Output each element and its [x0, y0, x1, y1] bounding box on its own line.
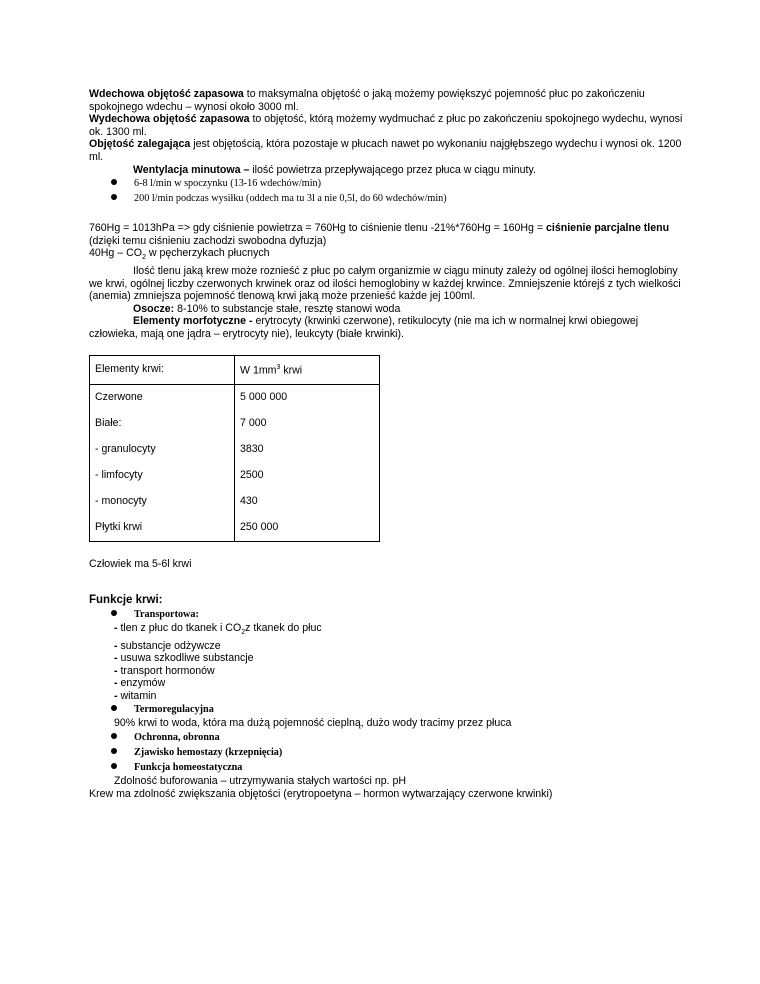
paragraph-reserve-volume: Wdechowa objętość zapasowa to maksymalna objętość o jaką możemy powiększyć pojemność płuc po zakończeniu spokojnego wdechu – wynosi około 3000 ml.: [89, 88, 645, 113]
bullet-rest: 6-8 l/min w spoczynku (13-16 wdechów/min): [89, 176, 689, 191]
paragraph-blood-volume: Człowiek ma 5-6l krwi: [89, 557, 192, 570]
term-minute-ventilation: Wentylacja minutowa –: [133, 163, 250, 176]
table-row: - monocyty 430: [90, 489, 380, 515]
bullet-dot-icon: [111, 748, 117, 754]
bullet-hemostasis: Zjawisko hemostazy (krzepnięcia): [89, 745, 689, 760]
document-page: [89, 88, 689, 800]
list-item: - usuwa szkodliwe substancje: [114, 652, 254, 665]
table-row: - granulocyty 3830: [90, 437, 380, 463]
term-plasma: Osocze:: [133, 302, 175, 315]
list-item: - transport hormonów: [114, 664, 215, 677]
paragraph-co2: $40Hg - CO_2$ w pęcherzykach płucnych: [89, 247, 270, 262]
table-row: - limfocyty 2500: [90, 463, 380, 489]
bullet-transport: Transportowa:: [89, 607, 689, 622]
table-header-row: [90, 355, 380, 384]
bullet-dot-icon: [111, 733, 117, 739]
list-item: - tlen z płuc do tkanek i $CO_2z$ tkanek do płuc: [114, 621, 322, 636]
table-row: Białe: 7 000: [90, 411, 380, 437]
bullet-effort: 200 l/min podczas wysiłku (oddech ma tu 3l a nie 0,5l, do 60 wdechów/min): [89, 191, 689, 206]
list-item: - enzymów: [114, 677, 166, 690]
paragraph-plasma: Osocze: 8-10% to substancje stałe, resztę stanowi woda: [133, 302, 401, 315]
bullet-dot-icon: [111, 705, 117, 711]
term-expiratory-reserve: Wydechowa objętość zapasowa: [89, 113, 250, 126]
bullet-dot-icon: [111, 194, 117, 200]
bullet-thermoregulation: Termoregulacyjna: [89, 702, 689, 717]
paragraph-buffering: Zdolność buforowania – utrzymywania stałych wartości np. pH: [114, 775, 407, 788]
table-row: Płytki krwi 250 000: [90, 515, 380, 542]
paragraph-erythropoietin: Krew ma zdolność zwiększania objętości (erytropoetyna – hormon wytwarzający czerwone krwinki): [89, 787, 553, 800]
bullet-dot-icon: [111, 610, 117, 616]
table-row: Czerwone 5 000 000: [90, 384, 380, 411]
paragraph-thermo: 90% krwi to woda, która ma dużą pojemność cieplną, dużo wody tracimy przez płuca: [114, 717, 512, 730]
paragraph-minute-ventilation: Wentylacja minutowa – ilość powietrza przepływającego przez płuca w ciągu minuty.: [133, 163, 536, 176]
bullet-dot-icon: [111, 763, 117, 769]
paragraph-expiratory: Wydechowa objętość zapasowa to objętość, którą możemy wydmuchać z płuc po zakończeniu spokojnego wydechu, wynosi ok. 1300 ml.: [89, 113, 683, 138]
bullet-homeostatic: Funkcja homeostatyczna: [89, 760, 689, 775]
term-residual-volume: Objętość zalegająca: [89, 138, 191, 151]
term-partial-pressure: ciśnienie parcjalne tlenu: [546, 222, 670, 235]
functions-heading: Funkcje krwi:: [89, 594, 163, 607]
paragraph-residual: Objętość zalegająca jest objętością, która pozostaje w płucach nawet po wykonaniu najgłębszego wydechu i wynosi ok. 1200 ml.: [89, 138, 682, 163]
table-header-cell: Elementy krwi:: [90, 355, 235, 384]
table-header-cell: W $1mm^3$ krwi: [235, 355, 380, 384]
bullet-dot-icon: [111, 179, 117, 185]
list-item: - witamin: [114, 689, 157, 702]
paragraph-elements: Elementy morfotyczne - erytrocyty (krwinki czerwone), retikulocyty (nie ma ich w normalnej krwi obiegowej człowieka, mają one jądra – erytrocyty nie), leukcyty (białe krwinki).: [89, 315, 639, 341]
paragraph-oxygen-capacity: Ilość tlenu jaką krew może roznieść z płuc po całym organizmie w ciągu minuty zależy od ogólnej ilości hemoglobiny we krwi, ogólnej liczby czerwonych krwinek oraz od ilości hemoglobiny w każdej krwince. Zmniejszenie którejś z tych wielkości (anemia) zmniejsza pojemność tlenową krwi jaką może przenieść każde jej 100ml.: [89, 265, 681, 303]
paragraph-pressure: 760Hg = 1013hPa => gdy ciśnienie powietrza = 760Hg to ciśnienie tlenu -21%*760Hg = 160Hg = ciśnienie parcjalne tlenu (dzięki temu ciśnieniu zachodzi swobodna dyfuzja): [89, 222, 670, 247]
term-morphotic-elements: Elementy morfotyczne -: [133, 315, 253, 328]
bullet-protective: Ochronna, obronna: [89, 730, 689, 745]
blood-elements-table: [89, 355, 380, 542]
list-item: - substancje odżywcze: [114, 639, 221, 652]
term-inspiratory-reserve: Wdechowa objętość zapasowa: [89, 88, 244, 100]
